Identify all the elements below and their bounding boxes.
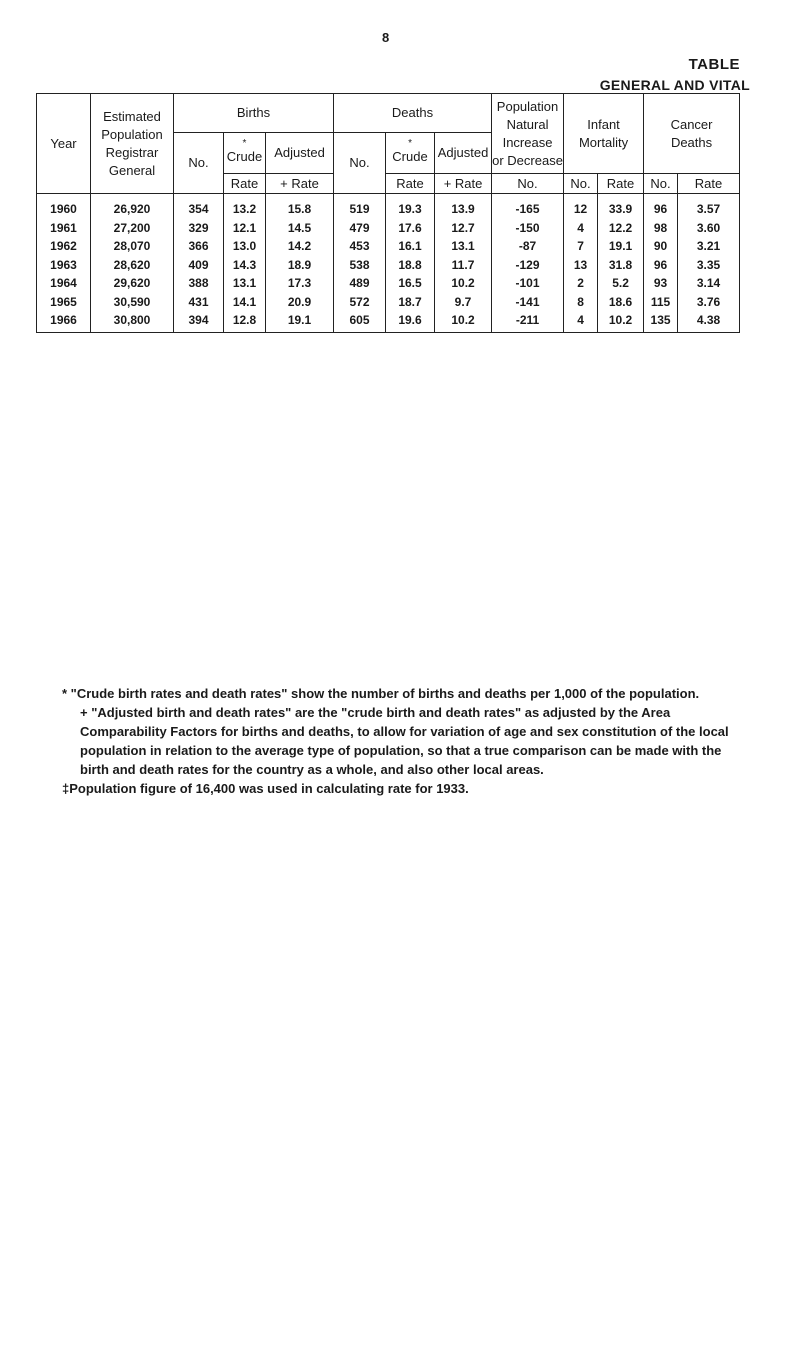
cell-pop: 28,620 bbox=[91, 256, 174, 275]
table-row bbox=[37, 274, 740, 293]
header-births-no: No. bbox=[174, 133, 224, 194]
header-births-crude bbox=[224, 133, 266, 174]
cell-can-rate: 3.14 bbox=[678, 274, 740, 293]
header-natural-line4: or Decrease bbox=[492, 152, 563, 168]
cell-deaths-crude: 18.8 bbox=[386, 256, 435, 275]
cell-nat: -87 bbox=[492, 237, 564, 256]
cell-can-rate: 4.38 bbox=[678, 311, 740, 332]
cell-pop: 30,800 bbox=[91, 311, 174, 332]
cell-inf-no: 12 bbox=[564, 194, 598, 219]
cell-births-adj: 17.3 bbox=[266, 274, 334, 293]
star-marker: * bbox=[408, 138, 412, 149]
header-infant-rate: Rate bbox=[598, 174, 644, 194]
cell-deaths-no: 453 bbox=[334, 237, 386, 256]
cell-births-crude: 13.0 bbox=[224, 237, 266, 256]
header-estimated-line1: Estimated bbox=[103, 108, 161, 124]
header-natural-no: No. bbox=[492, 174, 564, 194]
header-estimated-population bbox=[91, 94, 174, 194]
cell-nat: -141 bbox=[492, 293, 564, 312]
header-natural-line2: Natural bbox=[506, 116, 549, 132]
cell-deaths-no: 538 bbox=[334, 256, 386, 275]
footnote-crude: * "Crude birth rates and death rates" show the number of births and deaths per 1,000 of the population. bbox=[62, 686, 700, 701]
header-cancer-line2: Deaths bbox=[670, 134, 713, 150]
cell-deaths-adj: 9.7 bbox=[435, 293, 492, 312]
cell-births-crude: 13.2 bbox=[224, 194, 266, 219]
table-row bbox=[37, 194, 740, 219]
cell-year: 1963 bbox=[37, 256, 91, 275]
cell-year: 1964 bbox=[37, 274, 91, 293]
cell-inf-rate: 19.1 bbox=[598, 237, 644, 256]
cell-can-no: 96 bbox=[644, 194, 678, 219]
footnote-adjusted: + "Adjusted birth and death rates" are the "crude birth and death rates" as adjusted by the Area Comparability Factors for births and deaths, to allow for variation of age and sex constitution of the local population in relation to the average type of population, so that a true comparison can be made with the birth and death rates for the country as a whole, and also other local areas. bbox=[80, 705, 729, 777]
cell-inf-no: 13 bbox=[564, 256, 598, 275]
cell-nat: -150 bbox=[492, 219, 564, 238]
header-natural-line3: Increase bbox=[502, 134, 553, 150]
cell-deaths-adj: 12.7 bbox=[435, 219, 492, 238]
cell-year: 1960 bbox=[37, 194, 91, 219]
cell-inf-no: 4 bbox=[564, 219, 598, 238]
cell-pop: 29,620 bbox=[91, 274, 174, 293]
header-deaths-adjusted: Adjusted bbox=[435, 133, 492, 174]
cell-deaths-no: 519 bbox=[334, 194, 386, 219]
cell-can-rate: 3.76 bbox=[678, 293, 740, 312]
header-deaths-crude-rate: Rate bbox=[386, 174, 435, 194]
cell-births-no: 409 bbox=[174, 256, 224, 275]
cell-births-crude: 13.1 bbox=[224, 274, 266, 293]
cell-births-no: 431 bbox=[174, 293, 224, 312]
cell-deaths-crude: 19.6 bbox=[386, 311, 435, 332]
cell-nat: -129 bbox=[492, 256, 564, 275]
cell-births-adj: 14.5 bbox=[266, 219, 334, 238]
cell-deaths-adj: 13.9 bbox=[435, 194, 492, 219]
cell-deaths-crude: 17.6 bbox=[386, 219, 435, 238]
table-row bbox=[37, 219, 740, 238]
cell-births-no: 329 bbox=[174, 219, 224, 238]
cell-inf-rate: 33.9 bbox=[598, 194, 644, 219]
vital-statistics-table bbox=[36, 93, 740, 333]
cell-inf-no: 4 bbox=[564, 311, 598, 332]
cell-nat: -165 bbox=[492, 194, 564, 219]
header-infant-line2: Mortality bbox=[578, 134, 629, 150]
cell-can-rate: 3.60 bbox=[678, 219, 740, 238]
cell-births-adj: 14.2 bbox=[266, 237, 334, 256]
header-population-natural bbox=[492, 94, 564, 174]
header-deaths-no: No. bbox=[334, 133, 386, 194]
table-subtitle: GENERAL AND VITAL bbox=[599, 77, 750, 93]
header-estimated-line2: Population bbox=[101, 126, 163, 142]
header-cancer-deaths bbox=[644, 94, 740, 174]
cell-deaths-no: 572 bbox=[334, 293, 386, 312]
cell-deaths-crude: 18.7 bbox=[386, 293, 435, 312]
cell-pop: 26,920 bbox=[91, 194, 174, 219]
cell-can-no: 115 bbox=[644, 293, 678, 312]
header-births: Births bbox=[174, 94, 334, 133]
cell-deaths-adj: 13.1 bbox=[435, 237, 492, 256]
cell-deaths-no: 605 bbox=[334, 311, 386, 332]
header-infant-line1: Infant bbox=[587, 116, 620, 132]
header-crude-label: Crude bbox=[226, 149, 263, 164]
header-deaths: Deaths bbox=[334, 94, 492, 133]
cell-deaths-adj: 10.2 bbox=[435, 274, 492, 293]
page-number: 8 bbox=[382, 30, 390, 45]
cell-births-no: 354 bbox=[174, 194, 224, 219]
cell-year: 1966 bbox=[37, 311, 91, 332]
header-estimated-line4: General bbox=[108, 162, 156, 178]
table-row bbox=[37, 237, 740, 256]
cell-inf-no: 7 bbox=[564, 237, 598, 256]
header-crude-label: Crude bbox=[392, 149, 428, 164]
cell-births-no: 366 bbox=[174, 237, 224, 256]
cell-births-crude: 14.3 bbox=[224, 256, 266, 275]
cell-births-crude: 14.1 bbox=[224, 293, 266, 312]
cell-births-no: 388 bbox=[174, 274, 224, 293]
cell-births-no: 394 bbox=[174, 311, 224, 332]
cell-births-crude: 12.8 bbox=[224, 311, 266, 332]
header-cancer-no: No. bbox=[644, 174, 678, 194]
table-row bbox=[37, 293, 740, 312]
header-cancer-rate: Rate bbox=[678, 174, 740, 194]
cell-can-rate: 3.35 bbox=[678, 256, 740, 275]
footnote-population-1933: ‡Population figure of 16,400 was used in calculating rate for 1933. bbox=[62, 781, 469, 796]
cell-nat: -101 bbox=[492, 274, 564, 293]
cell-can-no: 135 bbox=[644, 311, 678, 332]
header-year: Year bbox=[37, 94, 91, 194]
table-row bbox=[37, 311, 740, 332]
cell-deaths-crude: 16.5 bbox=[386, 274, 435, 293]
cell-deaths-no: 479 bbox=[334, 219, 386, 238]
star-marker: * bbox=[242, 138, 247, 149]
cell-inf-rate: 5.2 bbox=[598, 274, 644, 293]
cell-deaths-crude: 19.3 bbox=[386, 194, 435, 219]
cell-can-no: 96 bbox=[644, 256, 678, 275]
footnotes bbox=[62, 684, 752, 798]
cell-births-adj: 20.9 bbox=[266, 293, 334, 312]
cell-pop: 27,200 bbox=[91, 219, 174, 238]
header-infant-mortality bbox=[564, 94, 644, 174]
header-births-adjusted: Adjusted bbox=[266, 133, 334, 174]
cell-can-no: 98 bbox=[644, 219, 678, 238]
cell-pop: 30,590 bbox=[91, 293, 174, 312]
cell-deaths-crude: 16.1 bbox=[386, 237, 435, 256]
cell-inf-no: 8 bbox=[564, 293, 598, 312]
cell-inf-rate: 18.6 bbox=[598, 293, 644, 312]
cell-can-rate: 3.57 bbox=[678, 194, 740, 219]
cell-births-adj: 15.8 bbox=[266, 194, 334, 219]
cell-year: 1961 bbox=[37, 219, 91, 238]
header-natural-line1: Population bbox=[496, 98, 559, 114]
header-estimated-line3: Registrar bbox=[105, 144, 159, 160]
cell-deaths-no: 489 bbox=[334, 274, 386, 293]
cell-can-no: 93 bbox=[644, 274, 678, 293]
cell-nat: -211 bbox=[492, 311, 564, 332]
table-title: TABLE bbox=[688, 56, 740, 73]
cell-inf-rate: 12.2 bbox=[598, 219, 644, 238]
header-infant-no: No. bbox=[564, 174, 598, 194]
cell-pop: 28,070 bbox=[91, 237, 174, 256]
cell-deaths-adj: 10.2 bbox=[435, 311, 492, 332]
header-births-adjusted-rate: + Rate bbox=[266, 174, 334, 194]
cell-births-crude: 12.1 bbox=[224, 219, 266, 238]
header-births-crude-rate: Rate bbox=[224, 174, 266, 194]
table-row bbox=[37, 256, 740, 275]
cell-births-adj: 19.1 bbox=[266, 311, 334, 332]
header-deaths-adjusted-rate: + Rate bbox=[435, 174, 492, 194]
cell-year: 1962 bbox=[37, 237, 91, 256]
cell-births-adj: 18.9 bbox=[266, 256, 334, 275]
header-cancer-line1: Cancer bbox=[670, 116, 713, 132]
cell-can-no: 90 bbox=[644, 237, 678, 256]
header-deaths-crude bbox=[386, 133, 435, 174]
cell-inf-no: 2 bbox=[564, 274, 598, 293]
cell-year: 1965 bbox=[37, 293, 91, 312]
cell-inf-rate: 10.2 bbox=[598, 311, 644, 332]
cell-inf-rate: 31.8 bbox=[598, 256, 644, 275]
cell-can-rate: 3.21 bbox=[678, 237, 740, 256]
cell-deaths-adj: 11.7 bbox=[435, 256, 492, 275]
